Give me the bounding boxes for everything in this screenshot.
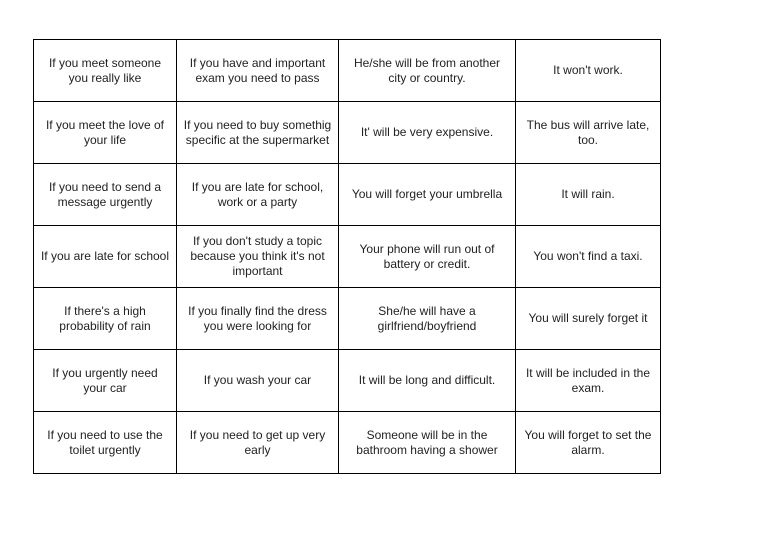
- card-cell: If you finally find the dress you were looking for: [177, 288, 339, 350]
- card-cell: He/she will be from another city or country.: [339, 40, 516, 102]
- card-cell: The bus will arrive late, too.: [516, 102, 661, 164]
- table-row: [34, 102, 661, 164]
- card-cell: You will forget to set the alarm.: [516, 412, 661, 474]
- table-row: [34, 288, 661, 350]
- card-cell: You won't find a taxi.: [516, 226, 661, 288]
- card-cell: If you wash your car: [177, 350, 339, 412]
- table-row: [34, 164, 661, 226]
- card-cell: If you urgently need your car: [34, 350, 177, 412]
- table-row: [34, 412, 661, 474]
- card-cell: If you don't study a topic because you think it's not important: [177, 226, 339, 288]
- card-cell: If there's a high probability of rain: [34, 288, 177, 350]
- card-cell: If you are late for school, work or a party: [177, 164, 339, 226]
- card-cell: If you need to buy somethig specific at the supermarket: [177, 102, 339, 164]
- card-cell: It will be included in the exam.: [516, 350, 661, 412]
- table-row: [34, 350, 661, 412]
- card-cell: You will surely forget it: [516, 288, 661, 350]
- card-cell: You will forget your umbrella: [339, 164, 516, 226]
- card-cell: If you meet someone you really like: [34, 40, 177, 102]
- card-cell: If you have and important exam you need to pass: [177, 40, 339, 102]
- card-cell: It will be long and difficult.: [339, 350, 516, 412]
- card-cell: If you meet the love of your life: [34, 102, 177, 164]
- card-cell: She/he will have a girlfriend/boyfriend: [339, 288, 516, 350]
- card-cell: If you are late for school: [34, 226, 177, 288]
- card-cell: If you need to use the toilet urgently: [34, 412, 177, 474]
- conditional-cards-table: [33, 39, 661, 474]
- card-cell: Your phone will run out of battery or credit.: [339, 226, 516, 288]
- table-row: [34, 226, 661, 288]
- card-cell: It will rain.: [516, 164, 661, 226]
- table-row: [34, 40, 661, 102]
- card-cell: If you need to send a message urgently: [34, 164, 177, 226]
- card-cell: It' will be very expensive.: [339, 102, 516, 164]
- card-cell: It won't work.: [516, 40, 661, 102]
- card-cell: Someone will be in the bathroom having a shower: [339, 412, 516, 474]
- card-cell: If you need to get up very early: [177, 412, 339, 474]
